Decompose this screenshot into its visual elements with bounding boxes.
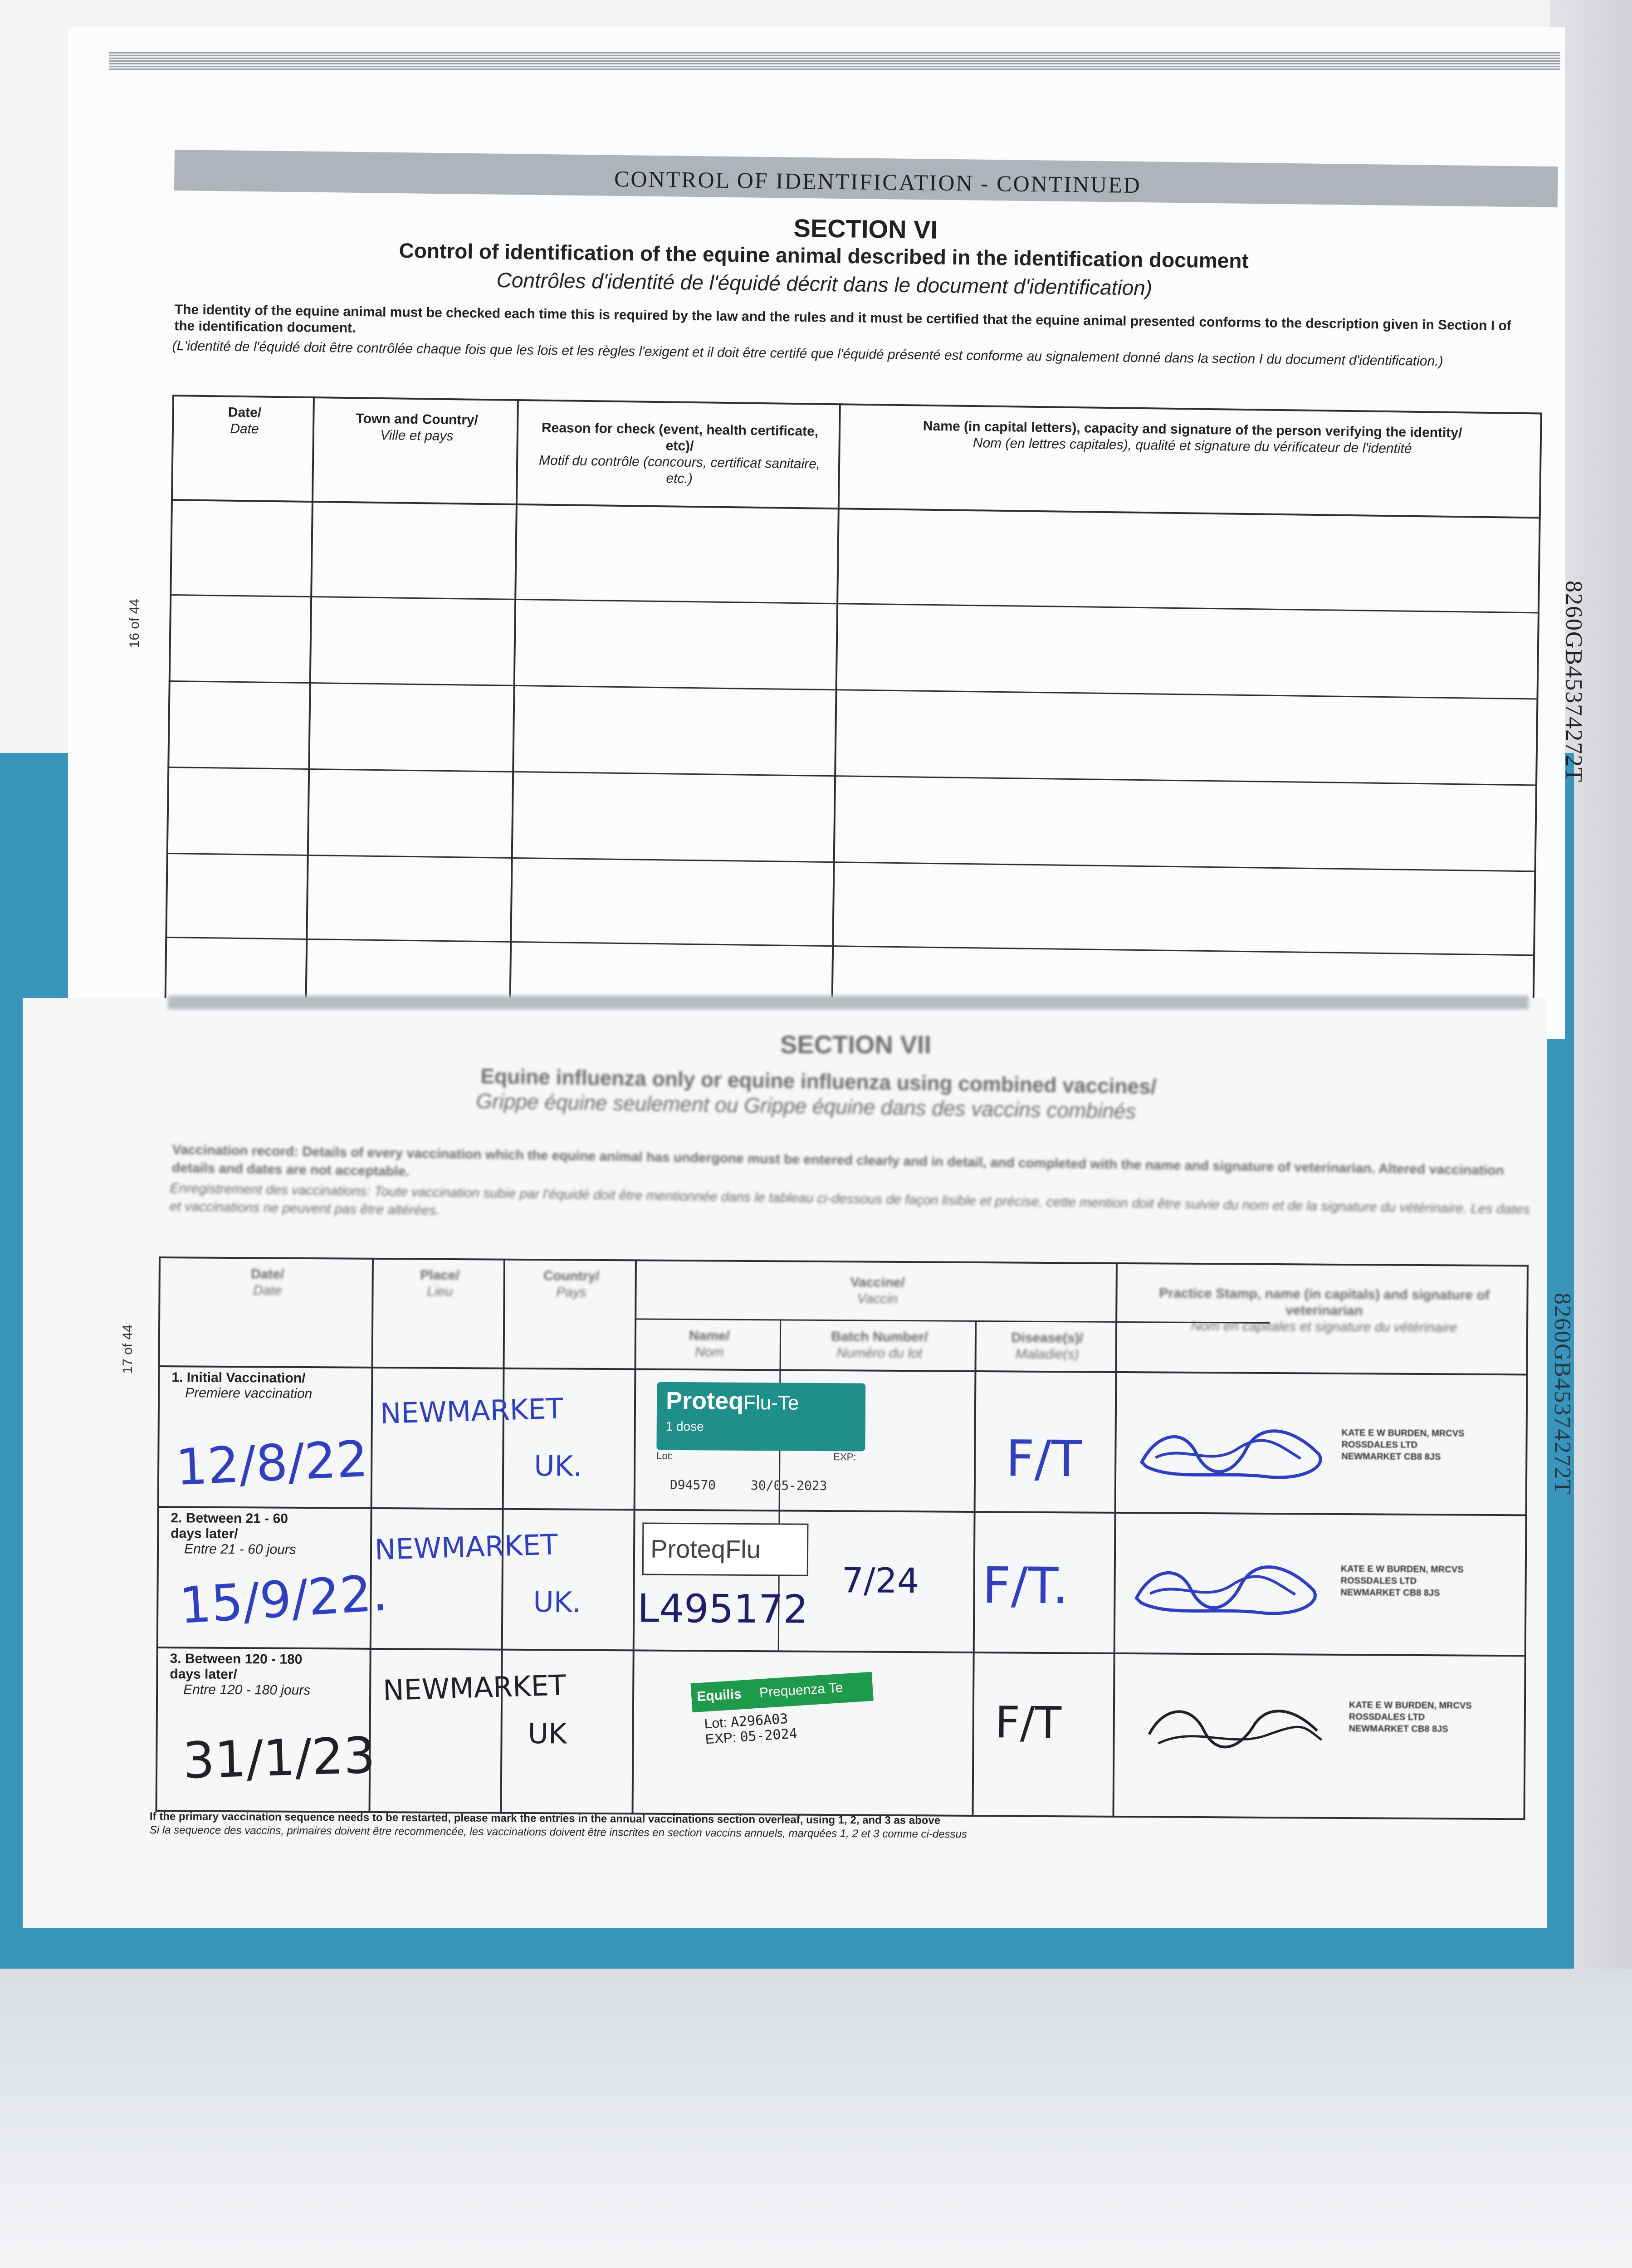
row3-place: NEWMARKET (382, 1668, 567, 1707)
proteq-flute-label: ProteqFlu-Te 1 dose (656, 1382, 865, 1452)
row2-place: NEWMARKET (374, 1528, 558, 1566)
page-number-17: 17 of 44 (120, 1325, 135, 1374)
vac-col-batch: Batch Number/ Numéro du lot (831, 1329, 928, 1361)
row1-date: 12/8/22 (174, 1429, 370, 1497)
header-rule (109, 52, 1560, 70)
row1-vet-signature (1128, 1408, 1337, 1500)
col-town-header: Town and Country/ Ville et pays (356, 411, 479, 444)
proteqflu-stamp: ProteqFlu (642, 1523, 809, 1576)
vaccination-table (155, 1256, 1529, 1827)
page-number-16: 16 of 44 (127, 599, 142, 648)
row-label-1: 1. Initial Vaccination/ Premiere vaccination (171, 1370, 313, 1402)
col-verifier-header: Name (in capital letters), capacity and signature of the person verifying the identity/ Nom (en lettres capitales), qualité et signature du vérificateur de l'identité (923, 418, 1462, 456)
section-vi-title: SECTION VI (793, 213, 938, 244)
document-code-2: 8260GB45374272T (1549, 1293, 1575, 1495)
row2-date: 15/9/22. (177, 1564, 390, 1635)
section-vi-heading-en: Control of identification of the equine animal described in the identification document (399, 238, 1249, 273)
row3-vet-stamp: KATE E W BURDEN, MRCVS ROSSDALES LTD NEWMARKET CB8 8JS (1349, 1700, 1472, 1735)
row2-disease: F/T. (982, 1556, 1069, 1615)
row2-batch: L495172 (637, 1586, 808, 1633)
row2-vet-signature (1123, 1544, 1332, 1636)
vac-col-disease: Disease(s)/ Maladie(s) (1011, 1330, 1084, 1362)
col-date-header: Date/ Date (228, 405, 262, 437)
identity-check-table (165, 395, 1542, 1016)
row3-country: UK (528, 1716, 567, 1750)
row2-exp: 7/24 (841, 1560, 919, 1601)
document-code: 8260GB45374272T (1561, 581, 1587, 783)
col-reason-header: Reason for check (event, health certificate, etc)/ Motif du contrôle (concours, certificat sanitaire, etc.) (538, 420, 821, 487)
row-label-2: 2. Between 21 - 60 days later/ Entre 21 - 60 jours (171, 1510, 296, 1557)
equilis-lot-exp: Lot: A296A03 EXP: 05-2024 (704, 1711, 798, 1747)
row1-place: NEWMARKET (379, 1392, 564, 1431)
banner-title: CONTROL OF IDENTIFICATION - CONTINUED (614, 166, 1142, 198)
vac-col-place: Place/ Lieu (420, 1267, 460, 1299)
section-vii-heading-fr: Grippe équine seulement ou Grippe équine dans des vaccins combinés (476, 1089, 1136, 1123)
row-label-3: 3. Between 120 - 180 days later/ Entre 120 - 180 jours (170, 1651, 311, 1698)
scanner-shadow (0, 1969, 1632, 2268)
section-vii-intro-fr: Enregistrement des vaccinations: Toute vaccination subie par l'équidé doit être mentionnée dans le tableau ci-dessous de façon lisible et précise, cette mention doit être suivie du nom et de la signature du vétérinaire. Les dates et vaccinations ne peuvent pas être altérées. (169, 1180, 1530, 1218)
row3-vet-signature (1131, 1680, 1331, 1772)
vac-col-date: Date/ Date (250, 1266, 284, 1298)
proteq-lot-exp: D94570 30/05-2023 (669, 1477, 827, 1494)
section-vi-intro-fr: (L'identité de l'équidé doit être contrôlée chaque fois que les lois et les règles l'exigent et il doit être certifé que l'équidé présenté est conforme au signalement donné dans la section I du document d'identification.) (172, 338, 1443, 369)
vac-col-name: Name/ Nom (689, 1328, 730, 1360)
row1-disease: F/T (1005, 1429, 1082, 1488)
equilis-label: Equilis Prequenza Te (691, 1672, 874, 1712)
vac-col-vaccine: Vaccine/ Vaccin (850, 1275, 905, 1306)
section-vi-intro-en: The identity of the equine animal must be checked each time this is required by the law and the rules and it must be certified that the equine animal presented conforms to the description given in Section I of the identification document. (174, 302, 1512, 336)
row2-vet-stamp: KATE E W BURDEN, MRCVS ROSSDALES LTD NEWMARKET CB8 8JS (1340, 1564, 1464, 1598)
footnote: If the primary vaccination sequence needs to be restarted, please mark the entries in the annual vaccinations section overleaf, using 1, 2, and 3 as above Si la sequence des vaccins, primaires doivent être recommencée, les vaccinations doivent être inscrites en section vaccins annuels, marquées 1, 2 et 3 comme ci-dessus (149, 1810, 967, 1841)
row3-disease: F/T (995, 1697, 1062, 1749)
row1-country: UK. (533, 1449, 582, 1483)
section-vii-intro-en: Vaccination record: Details of every vaccination which the equine animal has undergone must be entered clearly and in detail, and completed with the name and signature of veterinarian. Altered vaccination details and dates are not acceptable. (171, 1142, 1504, 1179)
section-vii-banner (168, 996, 1529, 1009)
proteq-lot-exp-labels: Lot: EXP: (656, 1450, 856, 1463)
vac-col-country: Country/ Pays (543, 1268, 600, 1300)
section-vi-heading-fr: Contrôles d'identité de l'équidé décrit dans le document d'identification) (496, 268, 1153, 300)
row1-vet-stamp: KATE E W BURDEN, MRCVS ROSSDALES LTD NEWMARKET CB8 8JS (1341, 1427, 1465, 1462)
vac-col-vet: Practice Stamp, name (in capitals) and signature of veterinarian Nom en capitales et signature du vétérinaire (1159, 1286, 1490, 1335)
section-vii-heading-en: Equine influenza only or equine influenza using combined vaccines/ (480, 1064, 1157, 1099)
row2-country: UK. (533, 1585, 581, 1619)
row3-date: 31/1/23 (182, 1726, 376, 1790)
section-vii-title: SECTION VII (780, 1030, 931, 1059)
